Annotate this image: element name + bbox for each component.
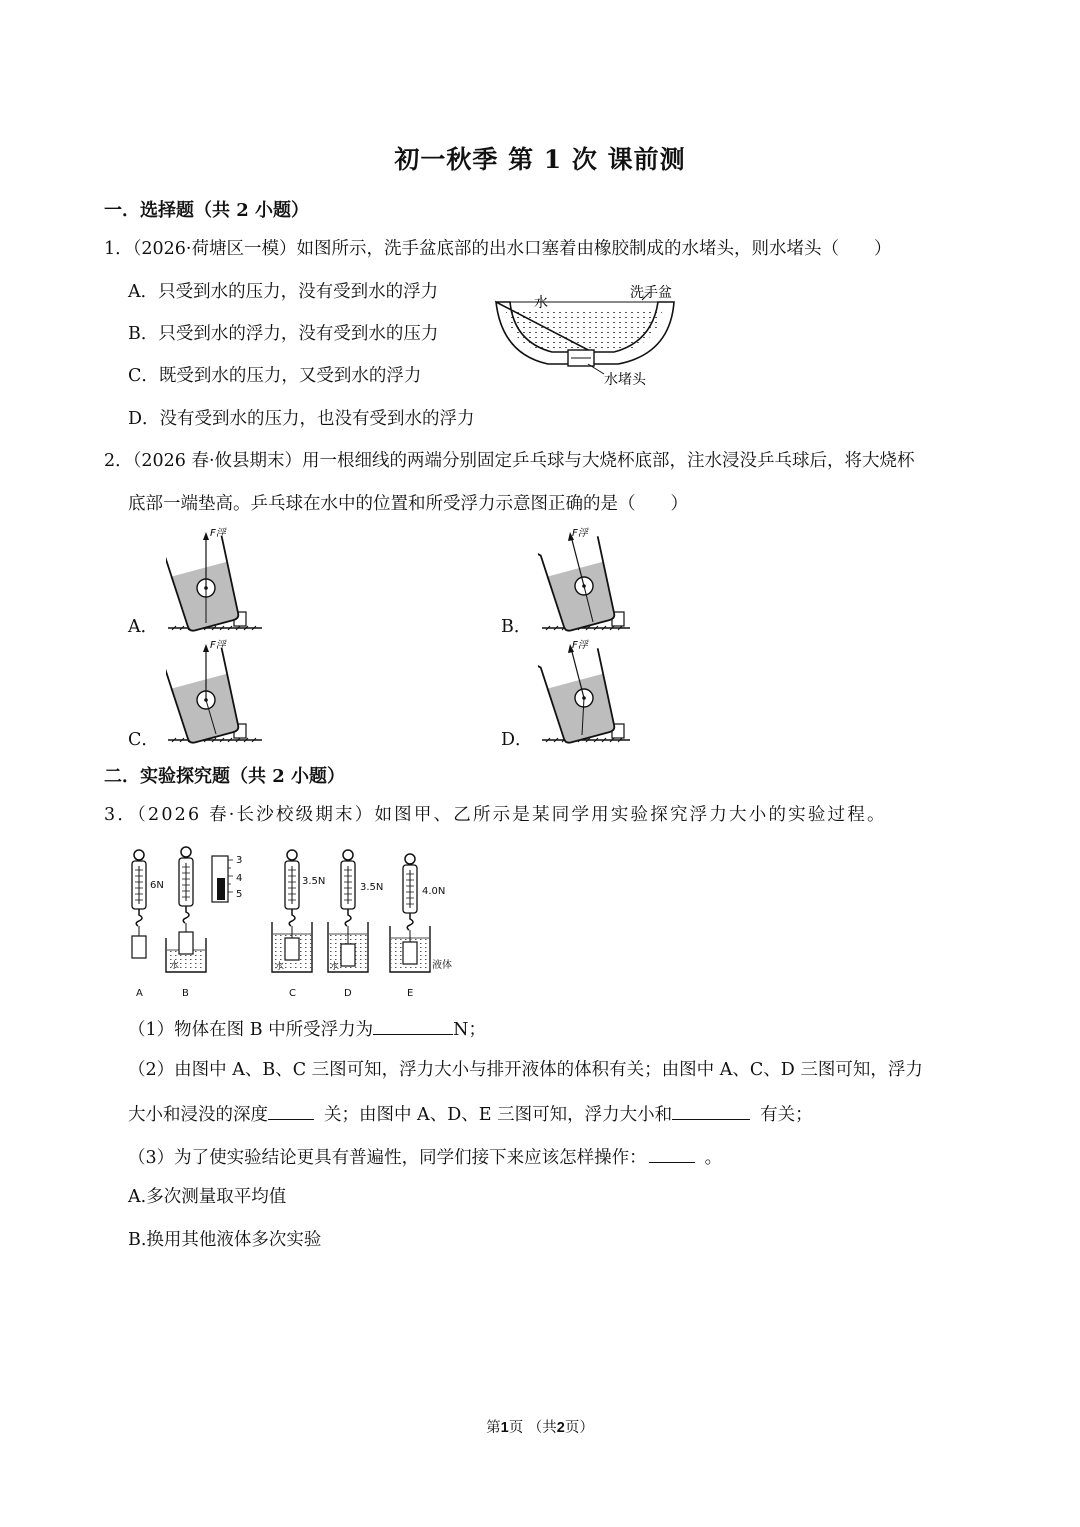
q2-option-b-label[interactable]: B． [501, 617, 532, 637]
scale-tick-4: 4 [236, 873, 243, 884]
q3-sub2-text-b: 关；由图中 A、D、E 三图可知，浮力大小和 [324, 1105, 673, 1125]
plug-leader [588, 364, 604, 374]
page-footer [0, 1416, 1080, 1437]
q3-sub3-text: （3）为了使实验结论更具有普遍性，同学们接下来应该怎样操作： [128, 1148, 647, 1168]
q2-figure-c [166, 638, 266, 744]
liquid-d: 水 [330, 962, 340, 972]
scale-e [390, 854, 430, 972]
q3-sub1 [128, 1016, 486, 1041]
q1-option-c[interactable]: C．既受到水的压力，又受到水的浮力 [128, 366, 422, 386]
scale-b [166, 847, 233, 972]
q3-sub2-blank-depth[interactable] [268, 1101, 314, 1120]
scale-tick-3: 3 [236, 855, 243, 866]
q2-stem-line2: 底部一端垫高。乒乓球在水中的位置和所受浮力示意图正确的是（ ） [128, 494, 688, 514]
q3-sub3-blank[interactable] [649, 1144, 695, 1163]
q2-option-c-label[interactable]: C． [128, 730, 159, 750]
label-basin: 洗手盆 [630, 285, 672, 301]
reading-a: 6N [150, 880, 164, 891]
label-water: 水 [534, 295, 548, 311]
footer-page-number: 1 [500, 1420, 509, 1436]
q3-sub3-end: 。 [704, 1148, 723, 1168]
reading-c: 3.5N [302, 876, 326, 887]
liquid-b: 水 [170, 961, 180, 971]
scale-tick-5: 5 [236, 889, 243, 900]
q3-sub2-line1: （2）由图中 A、B、C 三图可知，浮力大小与排开液体的体积有关；由图中 A、C、D 三图可知，浮力 [128, 1060, 923, 1080]
section-heading-experiment: 二．实验探究题（共 2 小题） [104, 766, 346, 787]
q3-sub1-unit: N； [453, 1020, 486, 1040]
q2-option-d-label[interactable]: D． [501, 730, 533, 750]
footer-suffix: 页） [564, 1420, 594, 1436]
basin-water [506, 312, 662, 352]
force-label: F浮 [210, 640, 226, 651]
footer-middle: 页 （共 [508, 1420, 557, 1436]
q3-sub1-text: （1）物体在图 B 中所受浮力为 [128, 1020, 374, 1040]
label-plug: 水堵头 [604, 372, 646, 388]
q2-option-a-label[interactable]: A． [128, 617, 159, 637]
q2-figure-a [166, 526, 266, 632]
q2-figure-b [538, 526, 638, 632]
force-label: F浮 [572, 640, 588, 651]
scale-d [328, 850, 368, 972]
panel-label-a: A [136, 988, 143, 999]
q2-stem-line1: 2．（2026 春·攸县期末）用一根细线的两端分别固定乒乓球与大烧杯底部，注水浸没乒乓球后，将大烧杯 [104, 451, 915, 471]
q3-experiment-figure [124, 846, 460, 1002]
q1-option-a[interactable]: A．只受到水的压力，没有受到水的浮力 [128, 282, 439, 302]
q3-sub2-text-a: 大小和浸没的深度 [128, 1105, 268, 1125]
footer-prefix: 第 [486, 1420, 501, 1436]
q3-sub1-blank[interactable] [373, 1016, 453, 1035]
section-heading-choice: 一．选择题（共 2 小题） [104, 200, 310, 221]
reading-e: 4.0N [422, 886, 446, 897]
force-label: F浮 [210, 528, 226, 539]
q1-option-d[interactable]: D．没有受到水的压力，也没有受到水的浮力 [128, 409, 475, 429]
q2-figure-d [538, 638, 638, 744]
q3-choice-b[interactable]: B.换用其他液体多次实验 [128, 1230, 322, 1250]
footer-total-pages: 2 [556, 1420, 565, 1436]
panel-label-c: C [289, 988, 296, 999]
liquid-c: 水 [275, 962, 285, 972]
force-label: F浮 [572, 528, 588, 539]
page-title: 初一秋季 第 1 次 课前测 [394, 145, 686, 174]
liquid-e: 液体 [432, 960, 452, 971]
panel-label-b: B [182, 988, 189, 999]
q3-sub2-blank-factor[interactable] [672, 1101, 750, 1120]
q3-sub3 [128, 1144, 722, 1169]
q1-basin-figure [492, 280, 682, 390]
scale-c [272, 850, 312, 972]
q3-stem: 3．（2026 春·长沙校级期末）如图甲、乙所示是某同学用实验探究浮力大小的实验过程。 [104, 805, 887, 825]
reading-d: 3.5N [360, 882, 384, 893]
q3-sub2-line2 [128, 1101, 813, 1126]
scale-a [132, 850, 146, 958]
q3-choice-a[interactable]: A.多次测量取平均值 [128, 1187, 287, 1207]
panel-label-d: D [344, 988, 352, 999]
q3-sub2-text-c: 有关； [760, 1105, 813, 1125]
panel-label-e: E [407, 988, 414, 999]
q1-stem: 1．（2026·荷塘区一模）如图所示，洗手盆底部的出水口塞着由橡胶制成的水堵头，则水堵头（ ） [104, 239, 892, 259]
q1-option-b[interactable]: B．只受到水的浮力，没有受到水的压力 [128, 324, 439, 344]
